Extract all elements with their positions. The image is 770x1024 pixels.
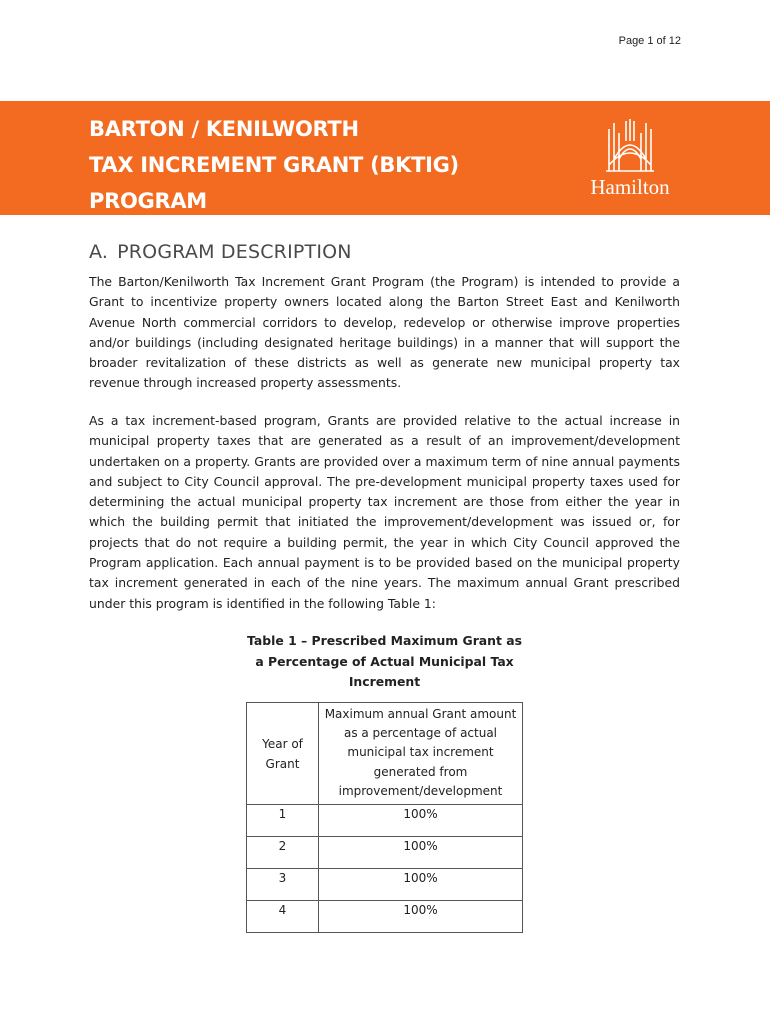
- page-number: Page 1 of 12: [618, 35, 681, 47]
- table-caption: Table 1 – Prescribed Maximum Grant as a Percentage of Actual Municipal Tax Increment: [247, 633, 522, 689]
- table-header-row: [247, 703, 523, 805]
- header-year-of-grant: Year of Grant: [247, 703, 319, 805]
- section-heading: [89, 241, 352, 263]
- table-row: [247, 869, 523, 901]
- table-row: [247, 837, 523, 869]
- table-cell-percent: 100%: [319, 837, 523, 869]
- title-line-3: PROGRAM: [89, 189, 207, 213]
- hamilton-logo: [578, 119, 682, 203]
- grant-table: [246, 702, 523, 933]
- section-title: PROGRAM DESCRIPTION: [117, 241, 352, 263]
- title-line-1: BARTON / KENILWORTH: [89, 117, 359, 141]
- table-cell-year: 4: [247, 901, 319, 933]
- section-number: A.: [89, 241, 109, 263]
- table-row: [247, 901, 523, 933]
- header-max-grant: Maximum annual Grant amount as a percentage of actual municipal tax increment generated from improvement/development: [319, 703, 523, 805]
- table-cell-year: 2: [247, 837, 319, 869]
- table-row: [247, 805, 523, 837]
- table-cell-year: 3: [247, 869, 319, 901]
- table-cell-percent: 100%: [319, 805, 523, 837]
- document-title: [89, 111, 459, 219]
- logo-wordmark: Hamilton: [590, 175, 670, 199]
- title-banner: [0, 101, 770, 215]
- table-cell-year: 1: [247, 805, 319, 837]
- paragraph-tax-increment: As a tax increment-based program, Grants are provided relative to the actual increase in municipal property taxes that are generated as a result of an improvement/development undertaken on a property. Grants are provided over a maximum term of nine annual payments and subject to City Council approval. The pre-development municipal property taxes used for determining the actual municipal property tax increment are those from either the year in which the building permit that initiated the improvement/development was issued or, for projects that do not require a building permit, the year in which City Council approved the Program application. Each annual payment is to be provided based on the municipal property tax increment generated in each of the nine years. The maximum annual Grant prescribed under this program is identified in the following Table 1:: [89, 413, 680, 611]
- table-cell-percent: 100%: [319, 869, 523, 901]
- paragraph-intro: The Barton/Kenilworth Tax Increment Grant Program (the Program) is intended to provide a Grant to incentivize property owners located along the Barton Street East and Kenilworth Avenue North commercial corridors to develop, redevelop or otherwise improve properties and/or buildings (including designated heritage buildings) in a manner that will support the broader revitalization of these districts as well as generate new municipal property tax revenue through increased property assessments.: [89, 274, 680, 391]
- table-cell-percent: 100%: [319, 901, 523, 933]
- title-line-2: TAX INCREMENT GRANT (BKTIG): [89, 153, 459, 177]
- hamilton-arch-icon: [604, 119, 656, 173]
